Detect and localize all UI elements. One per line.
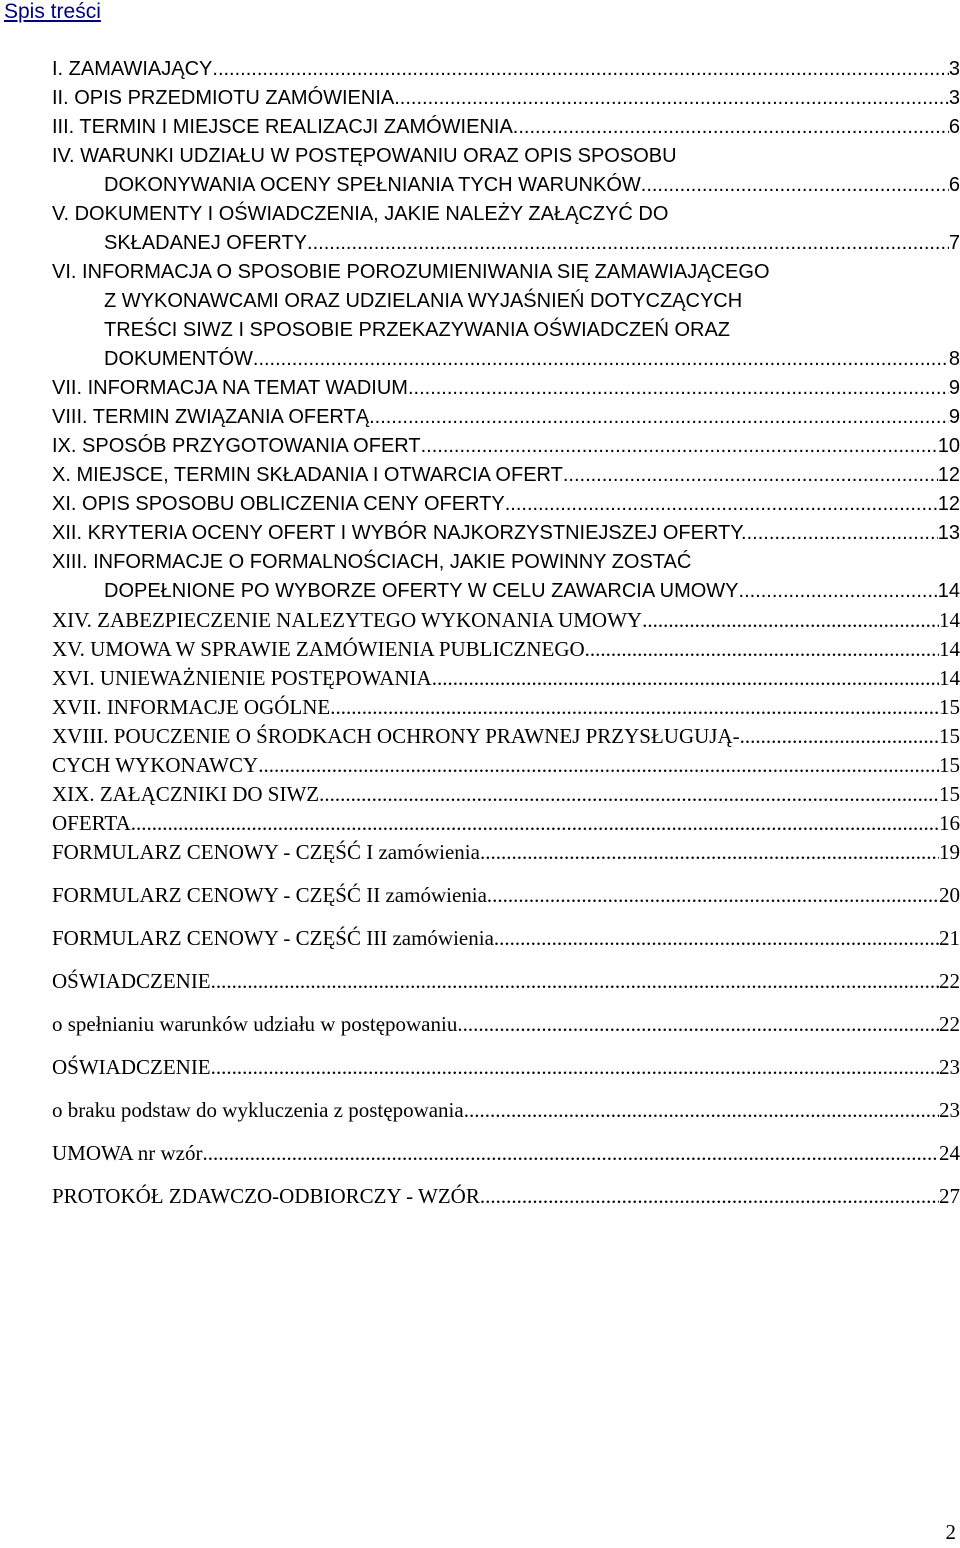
toc-entry[interactable] xyxy=(52,664,960,693)
dot-leader xyxy=(258,751,939,780)
toc-entry-text: UMOWA nr wzór xyxy=(52,1141,203,1165)
toc-entry-text: V. DOKUMENTY I OŚWIADCZENIA, JAKIE NALEŻY ZAŁĄCZYĆ DO xyxy=(52,203,669,225)
toc-page-number: 20 xyxy=(939,883,960,907)
toc-page-number: 14 xyxy=(939,637,960,661)
toc-entry-text: DOPEŁNIONE PO WYBORZE OFERTY W CELU ZAWARCIA UMOWY xyxy=(104,580,739,602)
toc-entry-text: OFERTA xyxy=(52,811,131,835)
toc-entry[interactable] xyxy=(52,432,960,461)
toc-entry-text: X. MIEJSCE, TERMIN SKŁADANIA I OTWARCIA OFERT xyxy=(52,464,563,486)
dot-leader xyxy=(421,432,938,461)
dot-leader xyxy=(480,838,939,867)
toc-entry[interactable] xyxy=(52,55,960,84)
toc-entry[interactable] xyxy=(52,258,960,374)
dot-leader xyxy=(585,635,939,664)
toc-entry-text: IX. SPOSÓB PRZYGOTOWANIA OFERT xyxy=(52,435,421,457)
toc-entry[interactable] xyxy=(52,967,960,996)
toc-page-number: 15 xyxy=(939,695,960,719)
toc-page-number: 23 xyxy=(939,1098,960,1122)
toc-entry-text: XII. KRYTERIA OCENY OFERT I WYBÓR NAJKORZYSTNIEJSZEJ OFERTY. xyxy=(52,522,747,544)
toc-entry-text: XV. UMOWA W SPRAWIE ZAMÓWIENIA PUBLICZNEGO xyxy=(52,637,585,661)
toc-entry[interactable] xyxy=(52,1096,960,1125)
toc-page-number: 12 xyxy=(937,493,960,515)
toc-entry[interactable] xyxy=(52,1139,960,1168)
dot-leader xyxy=(211,1053,939,1082)
toc-entry-text: CYCH WYKONAWCY xyxy=(52,753,259,777)
toc-page-number: 23 xyxy=(939,1055,960,1079)
dot-leader xyxy=(740,722,939,751)
toc-entry-text: DOKUMENTÓW xyxy=(104,348,253,370)
toc-entry[interactable] xyxy=(52,751,960,780)
toc-page-number: 16 xyxy=(939,811,960,835)
toc-page-number: 22 xyxy=(939,1012,960,1036)
toc-entry-text: SKŁADANEJ OFERTY xyxy=(104,232,308,254)
toc-page-number: 15 xyxy=(939,782,960,806)
toc-entry[interactable] xyxy=(52,519,960,548)
toc-entry-text: Z WYKONAWCAMI ORAZ UDZIELANIA WYJAŚNIEŃ DOTYCZĄCYCH xyxy=(104,290,743,312)
dot-leader xyxy=(131,809,939,838)
dot-leader xyxy=(494,924,939,953)
toc-entry[interactable] xyxy=(52,84,960,113)
toc-page-number: 21 xyxy=(939,926,960,950)
toc-entry-text: TREŚCI SIWZ I SPOSOBIE PRZEKAZYWANIA OŚWIADCZEŃ ORAZ xyxy=(104,319,730,341)
table-of-contents xyxy=(52,55,960,1211)
dot-leader xyxy=(212,55,948,84)
dot-leader xyxy=(202,1139,939,1168)
toc-entry-text: FORMULARZ CENOWY - CZĘŚĆ I zamówienia xyxy=(52,840,480,864)
dot-leader xyxy=(432,664,939,693)
toc-page-number: 10 xyxy=(937,435,960,457)
toc-page-number: 27 xyxy=(939,1184,960,1208)
toc-entry[interactable] xyxy=(52,200,960,258)
toc-page-number: 6 xyxy=(948,116,960,138)
toc-entry-text: XIX. ZAŁĄCZNIKI DO SIWZ xyxy=(52,782,320,806)
toc-page-number: 7 xyxy=(948,232,960,254)
toc-entry[interactable] xyxy=(52,809,960,838)
toc-page-number: 3 xyxy=(948,87,960,109)
dot-leader xyxy=(641,171,949,200)
toc-entry[interactable] xyxy=(52,1182,960,1211)
dot-leader xyxy=(330,693,939,722)
toc-entry[interactable] xyxy=(52,1010,960,1039)
toc-entry[interactable] xyxy=(52,142,960,200)
toc-page-number: 14 xyxy=(939,666,960,690)
toc-entry-text: IV. WARUNKI UDZIAŁU W POSTĘPOWANIU ORAZ OPIS SPOSOBU xyxy=(52,145,677,167)
toc-entry-text: I. ZAMAWIAJĄCY xyxy=(52,58,213,80)
toc-page-number: 3 xyxy=(948,58,960,80)
toc-entry[interactable] xyxy=(52,461,960,490)
toc-page-number: 9 xyxy=(948,406,960,428)
toc-entry[interactable] xyxy=(52,722,960,751)
toc-entry[interactable] xyxy=(52,374,960,403)
dot-leader xyxy=(394,84,949,113)
toc-entry[interactable] xyxy=(52,403,960,432)
toc-entry-text: o spełnianiu warunków udziału w postępowaniu xyxy=(52,1012,458,1036)
toc-entry-text: FORMULARZ CENOWY - CZĘŚĆ II zamówienia xyxy=(52,883,487,907)
dot-leader xyxy=(408,374,949,403)
toc-entry-text: XIV. ZABEZPIECZENIE NALEZYTEGO WYKONANIA UMOWY xyxy=(52,608,643,632)
toc-entry-text: XI. OPIS SPOSOBU OBLICZENIA CENY OFERTY xyxy=(52,493,505,515)
dot-leader xyxy=(319,780,939,809)
toc-page-number: 12 xyxy=(937,464,960,486)
dot-leader xyxy=(642,606,939,635)
toc-page-number: 14 xyxy=(939,608,960,632)
dot-leader xyxy=(739,577,938,606)
toc-entry-text: OŚWIADCZENIE xyxy=(52,969,211,993)
toc-page-number: 13 xyxy=(937,522,960,544)
dot-leader xyxy=(487,881,939,910)
toc-page-number: 8 xyxy=(948,348,960,370)
toc-entry[interactable] xyxy=(52,606,960,635)
dot-leader xyxy=(747,519,938,548)
toc-entry[interactable] xyxy=(52,780,960,809)
dot-leader xyxy=(307,229,949,258)
dot-leader xyxy=(457,1010,939,1039)
toc-page-number: 19 xyxy=(939,840,960,864)
dot-leader xyxy=(464,1096,939,1125)
toc-entry[interactable] xyxy=(52,881,960,910)
toc-entry-text: VIII. TERMIN ZWIĄZANIA OFERTĄ xyxy=(52,406,370,428)
toc-page-number: 15 xyxy=(939,753,960,777)
toc-entry-text: XVIII. POUCZENIE O ŚRODKACH OCHRONY PRAWNEJ PRZYSŁUGUJĄ- xyxy=(52,724,740,748)
page-number: 2 xyxy=(945,1520,956,1544)
dot-leader xyxy=(369,403,949,432)
dot-leader xyxy=(253,345,949,374)
toc-page-number: 15 xyxy=(939,724,960,748)
toc-title-link[interactable]: Spis treści xyxy=(4,0,101,23)
toc-entry-text: DOKONYWANIA OCENY SPEŁNIANIA TYCH WARUNKÓW xyxy=(104,174,641,196)
toc-entry[interactable] xyxy=(52,1053,960,1082)
toc-entry[interactable] xyxy=(52,924,960,953)
dot-leader xyxy=(513,113,949,142)
toc-page-number: 9 xyxy=(948,377,960,399)
toc-entry-text: III. TERMIN I MIEJSCE REALIZACJI ZAMÓWIENIA xyxy=(52,116,513,138)
toc-entry[interactable] xyxy=(52,693,960,722)
toc-entry-text: PROTOKÓŁ ZDAWCZO-ODBIORCZY - WZÓR xyxy=(52,1184,480,1208)
toc-page-number: 24 xyxy=(939,1141,960,1165)
toc-entry[interactable] xyxy=(52,113,960,142)
dot-leader xyxy=(505,490,938,519)
toc-entry-text: XVII. INFORMACJE OGÓLNE xyxy=(52,695,331,719)
toc-page-number: 22 xyxy=(939,969,960,993)
toc-entry-text: VII. INFORMACJA NA TEMAT WADIUM xyxy=(52,377,408,399)
toc-entry-text: VI. INFORMACJA O SPOSOBIE POROZUMIENIWANIA SIĘ ZAMAWIAJĄCEGO xyxy=(52,261,770,283)
toc-page-number: 14 xyxy=(937,580,960,602)
toc-entry-text: XIII. INFORMACJE O FORMALNOŚCIACH, JAKIE POWINNY ZOSTAĆ xyxy=(52,551,692,573)
toc-entry[interactable] xyxy=(52,838,960,867)
toc-entry-text: FORMULARZ CENOWY - CZĘŚĆ III zamówienia xyxy=(52,926,494,950)
toc-page-number: 6 xyxy=(948,174,960,196)
dot-leader xyxy=(211,967,939,996)
toc-entry[interactable] xyxy=(52,635,960,664)
toc-entry-text: XVI. UNIEWAŻNIENIE POSTĘPOWANIA xyxy=(52,666,432,690)
toc-entry-text: II. OPIS PRZEDMIOTU ZAMÓWIENIA xyxy=(52,87,395,109)
toc-entry[interactable] xyxy=(52,548,960,606)
toc-entry-text: o braku podstaw do wykluczenia z postępowania xyxy=(52,1098,464,1122)
toc-entry-text: OŚWIADCZENIE xyxy=(52,1055,211,1079)
toc-entry[interactable] xyxy=(52,490,960,519)
dot-leader xyxy=(563,461,938,490)
dot-leader xyxy=(480,1182,939,1211)
